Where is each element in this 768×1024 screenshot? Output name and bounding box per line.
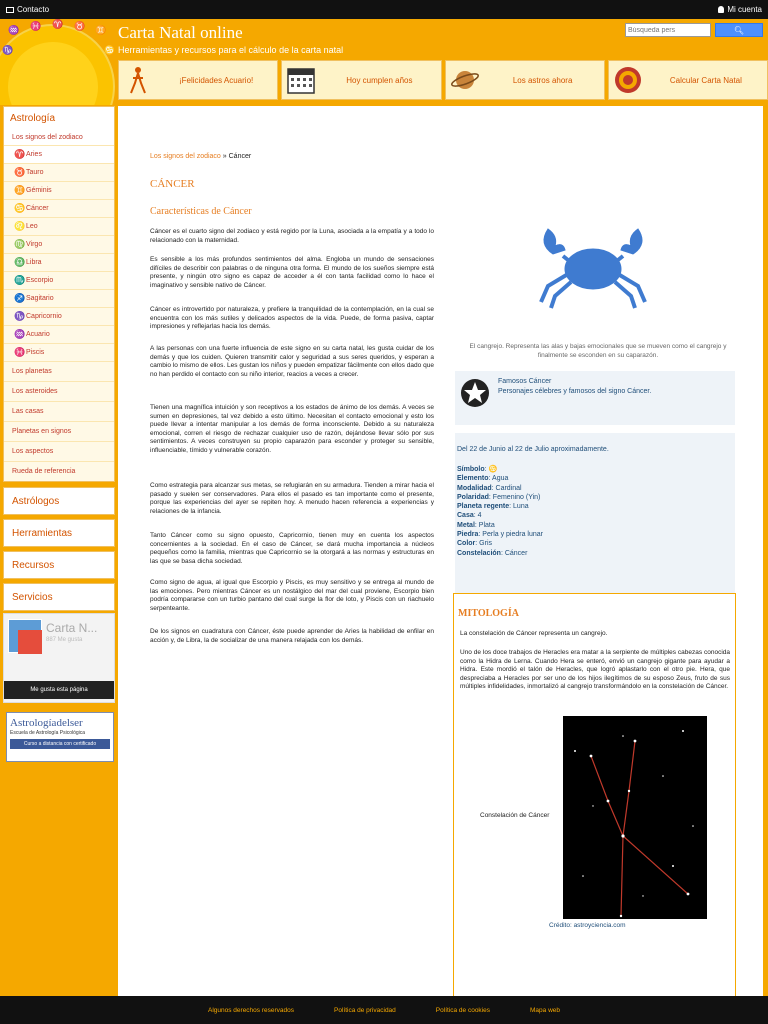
sidebar-item-label: Leo [26,223,38,230]
sidebar-link[interactable]: Planetas en signos [4,421,114,441]
zodiac-glyph-icon: ♑ [14,311,26,321]
info-key: Casa [457,512,474,520]
paragraph: Cáncer es introvertido por naturaleza, y prefiere la tranquilidad de la contemplación, en la cual se encuentra con los más sutiles y delicados aspectos de la vida. Puede, de forma pasiva, captar impresiones y reflejarlas hacia los demás. [150,306,434,331]
mythology-intro: La constelación de Cáncer representa un cangrejo. [460,630,608,637]
search-button[interactable] [715,23,763,37]
sidebar-item-label: Aries [26,151,42,158]
user-icon [718,6,724,13]
constellation-image [563,716,707,919]
info-colon: : [474,521,479,529]
info-key: Planeta regente [457,503,510,511]
info-value: ♋ [488,466,498,473]
feature-nav [118,60,768,100]
zodiac-glyph-icon: ♍ [14,239,26,249]
paragraph: Como estrategia para alcanzar sus metas, se refugiarán en su armadura. Tienden a mirar hacia el pasado y suelen ser conservadores. Para ellos el pasado es tan importante como el presente, porque las experiencias del ayer se repiten hoy. A menudo hacen referencia a experiencias y relaciones de la infancia. [150,482,434,515]
info-row [457,549,543,558]
nav-cumpleanos[interactable] [281,60,441,100]
sidebar-item-sagitario[interactable] [4,289,114,307]
info-colon: : [484,466,489,473]
info-value: Plata [478,521,495,529]
info-key: Metal [457,521,475,529]
info-key: Piedra [457,531,479,539]
info-row [457,484,543,493]
sidebar-item-label: Piscis [26,349,45,356]
search-box [625,23,768,37]
sidebar-item-label: Virgo [26,241,43,248]
sidebar-item-capricornio[interactable] [4,307,114,325]
breadcrumb-current: Cáncer [228,153,252,160]
paragraph: A las personas con una fuerte influencia de este signo en su carta natal, les gusta cuidar de los demás y que los cuiden. Quieren transmitir calor y seguridad a sus seres queridos, y esperan a cambio lo mismo de ellos. Les gustan los niños y pueden empatizar fácilmente con ellos dado que no han perdido el contacto con su niño interior, reacios a veces a crecer. [150,345,434,378]
paragraph: Tienen una magnífica intuición y son receptivos a los estados de ánimo de los demás. A veces se sumen en depresiones, tal vez debido a esto último. Necesitan el contacto emocional y esto los puede llevar a intentar manipular a los demás de forma inconsciente. Debido a su naturaleza emocional, corren el riesgo de rechazar cualquier uso de razón, dejándose llevar sólo por sus sentimientos. A veces construyen su propio caparazón para esconder y proteger su sensible, influenciable, tímido y vulnerable corazón. [150,404,434,454]
zodiac-glyph-icon: ♈ [14,149,26,159]
paragraph: De los signos en cuadratura con Cáncer, éste puede aprender de Aries la habilidad de enfilar en acción y, de Libra, la de socializar de una manera relajada con los demás. [150,628,434,644]
famous-title[interactable]: Famosos Cáncer [498,378,552,385]
sidebar-link[interactable]: Las casas [4,401,114,421]
sidebar-item-label: Cáncer [26,205,49,212]
info-value: 4 [477,512,482,520]
nav-label: Los astros ahora [512,75,573,85]
nav-calcular[interactable] [608,60,768,100]
info-colon: : [478,531,483,539]
chart-wheel-icon [613,65,643,95]
mythology-story: Uno de los doce trabajos de Heracles era matar a la serpiente de múltiples cabezas conocida como la Hidra de Lerna. Cuando Hera se enteró, envió un cangrejo gigante para ayudar a Hidra. Este mordió el talón de Heracles, que logró aplastarlo con el otro pie. Hera, que despreciaba a Heracles por ser uno de los hijos ilegítimos de su esposo Zeus, fruto de sus múltiples infidelidades, inmortalizó al cangrejo transformándolo en la constelación de Cáncer. [460,649,730,691]
sidebar [3,106,115,615]
image-caption: El cangrejo. Representa las alas y bajas emocionales que se mueven como el cangrejo y finalmente se esconden en su caparazón. [469,343,727,359]
ad-title: Astrologíadelser [10,717,83,729]
sidebar-section-0[interactable]: Astrólogos [3,487,115,515]
sidebar-item-piscis[interactable] [4,343,114,361]
paragraph: Es sensible a los más profundos sentimientos del alma. Engloba un mundo de sensaciones difíciles de describir con palabras o de ninguna otra forma. El mundo de los sueños siempre está presente, y ningún otro signo es capaz de acceder a él con tanta facilidad como lo hace el imaginativo y sensible nativo de Cáncer. [150,256,434,289]
sidebar-item-aries[interactable] [4,145,114,163]
account-label: Mi cuenta [727,5,762,14]
aquarius-icon [123,65,153,95]
info-colon: : [491,484,496,492]
planet-icon [450,65,480,95]
info-value: Perla y piedra lunar [482,531,543,539]
sidebar-section-2[interactable]: Recursos [3,551,115,579]
sidebar-item-label: Escorpio [26,277,54,284]
sidebar-item-libra[interactable] [4,253,114,271]
sidebar-item-tauro[interactable] [4,163,114,181]
info-key: Modalidad [457,484,492,492]
zodiac-glyph-icon: ♋ [14,203,26,213]
nav-astros[interactable] [445,60,605,100]
info-key: Color [457,540,476,548]
info-row [457,474,543,483]
info-value: Cardinal [495,484,522,492]
mythology-box [453,593,736,1024]
info-colon: : [473,512,478,520]
ad-tag: Curso a distancia con certificado [10,739,110,749]
facebook-widget [3,613,115,703]
info-value: Gris [479,540,493,548]
breadcrumb [150,153,251,160]
sign-info-list [457,465,543,558]
paragraph: Tanto Cáncer como su signo opuesto, Capricornio, tienen muy en cuenta los aspectos concernientes a la sociedad. En el caso de Cáncer, se dará mucha importancia a núcleos pequeños como la familia, mientras que Capricornio se la otorgará a las normas y estructuras en las que se basa dicha sociedad. [150,532,434,565]
zodiac-glyph-icon: ♐ [14,293,26,303]
sidebar-link[interactable]: Los aspectos [4,441,114,461]
info-row [457,502,543,511]
sidebar-item-label: Géminis [26,187,52,194]
info-row [457,539,543,548]
info-row [457,511,543,520]
info-value: Cáncer [504,549,528,557]
footer-privacy-link[interactable]: Política de privacidad [334,1006,396,1014]
contact-label: Contacto [17,5,50,14]
zodiac-glyph-icon: ♎ [14,257,26,267]
zodiac-glyph-icon: ♌ [14,221,26,231]
footer [0,996,768,1024]
section-title: Características de Cáncer [150,206,252,217]
sidebar-item-label: Tauro [26,169,44,176]
nav-felicidades[interactable] [118,60,278,100]
breadcrumb-separator: » [220,153,229,160]
site-title[interactable]: Carta Natal online [118,23,243,42]
sidebar-item-label: Sagitario [26,295,54,302]
info-value: Luna [513,503,529,511]
fb-like-button[interactable]: Me gusta esta página [4,681,114,699]
school-ad-banner[interactable] [6,712,114,762]
info-value: Femenino (Yin) [492,493,541,501]
constellation-label: Constelación de Cáncer [480,812,550,819]
star-figure-icon [459,377,491,413]
zodiac-sun-logo: ♒ ♓ ♈ ♉ ♊ ♑ ♋ [0,19,118,105]
search-icon: 🔍︎ [733,26,745,35]
sidebar-item-cáncer[interactable] [4,199,114,217]
fb-page-name[interactable]: Carta N... [46,621,98,635]
contact-link[interactable] [6,5,49,14]
breadcrumb-link[interactable]: Los signos del zodiaco [150,153,221,160]
fb-likes: 887 Me gusta [46,637,83,643]
main-content [118,106,763,996]
footer-cookies-link[interactable]: Política de cookies [435,1006,490,1014]
sidebar-title-astrologia[interactable]: Astrología [10,113,56,124]
zodiac-glyph-icon: ♏ [14,275,26,285]
sidebar-link[interactable]: Los asteroides [4,381,114,401]
info-colon: : [509,503,514,511]
info-key: Constelación [457,549,501,557]
account-link[interactable] [718,5,762,14]
nav-label: Calcular Carta Natal [669,75,742,85]
info-colon: : [488,493,493,501]
sidebar-item-virgo[interactable] [4,235,114,253]
search-input[interactable] [625,23,711,37]
zodiac-glyph-icon: ♓ [14,347,26,357]
sidebar-astrologia [3,106,115,482]
sidebar-item-leo[interactable] [4,217,114,235]
zodiac-glyph-icon: ♊ [14,185,26,195]
sidebar-item-label: Libra [26,259,42,266]
sidebar-item-signos[interactable]: Los signos del zodiaco [4,130,114,145]
sidebar-section-3[interactable]: Servicios [3,583,115,611]
sidebar-item-géminis[interactable] [4,181,114,199]
famous-link[interactable]: Personajes célebres y famosos del signo Cáncer. [498,388,652,395]
sidebar-link[interactable]: Los planetas [4,361,114,381]
sidebar-link[interactable]: Rueda de referencia [4,461,114,481]
mail-icon [6,7,14,13]
paragraph: Cáncer es el cuarto signo del zodiaco y está regido por la Luna, asociada a la empatía y a todo lo relacionado con la maternidad. [150,228,434,244]
sidebar-section-1[interactable]: Herramientas [3,519,115,547]
footer-rights-link[interactable]: Algunos derechos reservados [208,1006,294,1014]
ad-subtitle: Escuela de Astrología Psicológica [10,730,86,736]
sidebar-item-label: Acuario [26,331,50,338]
info-value: Agua [492,475,509,483]
zodiac-glyph-icon: ♉ [14,167,26,177]
calendar-icon [286,65,316,95]
info-row [457,530,543,539]
nav-label: ¡Felicidades Acuario! [178,75,254,85]
info-colon: : [488,475,493,483]
info-row [457,465,543,474]
paragraph: Como signo de agua, al igual que Escorpio y Piscis, es muy sensitivo y se entrega al mundo de las emociones. Pero mientras Cáncer es un nostálgico del mar del cual proviene, Escorpio bien podría compararse con un turbio pantano del cual surge la flor de loto, y Piscis con un riachuelo serpenteante. [150,579,434,612]
zodiac-glyph-icon: ♒ [14,329,26,339]
info-row [457,493,543,502]
info-colon: : [475,540,480,548]
info-row [457,521,543,530]
info-colon: : [500,549,505,557]
page-title: CÁNCER [150,178,195,190]
sidebar-item-label: Capricornio [26,313,62,320]
image-credit[interactable]: Crédito: astroyciencia.com [549,922,626,929]
info-key: Símbolo [457,466,485,473]
nav-label: Hoy cumplen años [346,75,413,85]
famous-box[interactable] [455,371,735,425]
page-avatar [8,619,42,653]
sign-dates: Del 22 de Junio al 22 de Julio aproximadamente. [457,446,609,453]
info-key: Elemento [457,475,489,483]
crab-icon [533,224,653,309]
info-key: Polaridad [457,493,489,501]
sidebar-item-acuario[interactable] [4,325,114,343]
sidebar-item-escorpio[interactable] [4,271,114,289]
mythology-title: MITOLOGÍA [458,608,519,619]
site-subtitle: Herramientas y recursos para el cálculo de la carta natal [118,45,344,55]
top-bar [0,0,768,19]
footer-sitemap-link[interactable]: Mapa web [530,1006,560,1014]
